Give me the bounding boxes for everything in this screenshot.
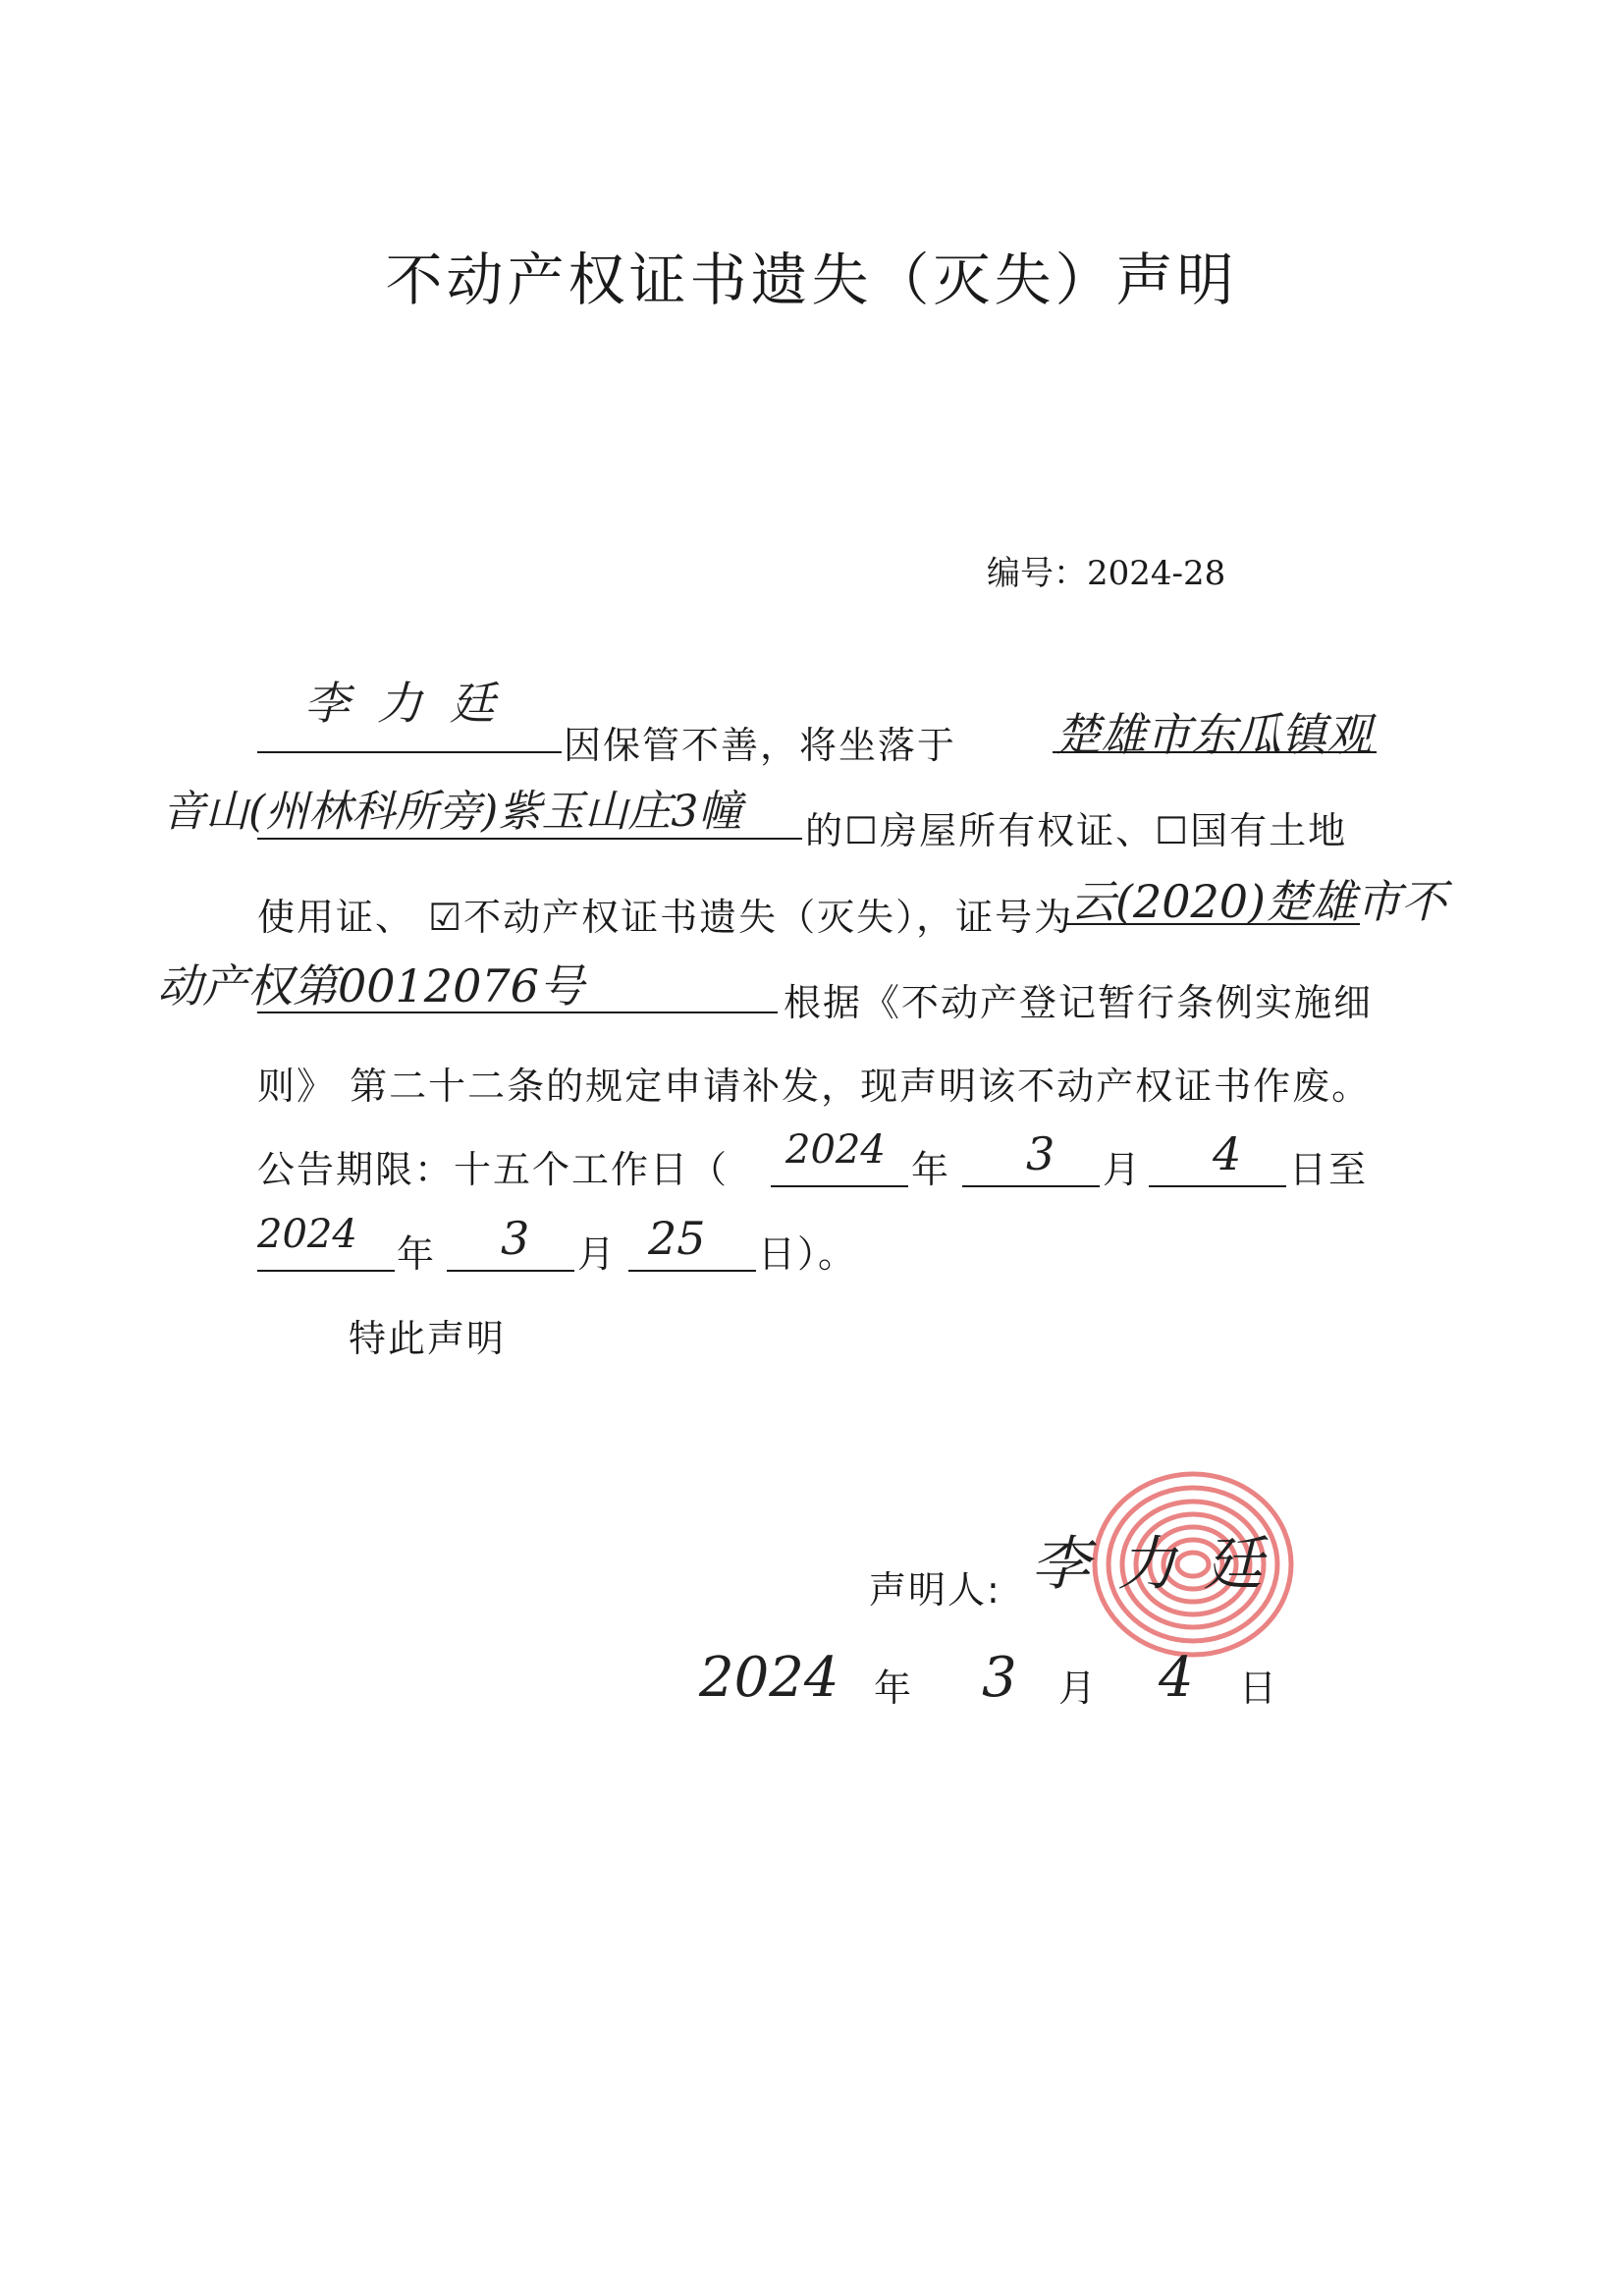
declarant-label: 声明人: <box>869 1568 1001 1612</box>
sign-month-handwritten: 3 <box>982 1646 1017 1710</box>
cert-no-handwritten-1: 云(2020)楚雄市不 <box>1070 875 1446 928</box>
owner-name-handwritten: 李力廷 <box>304 677 522 730</box>
cert-no-handwritten-2: 动产权第0012076号 <box>157 959 584 1012</box>
cert-no-underline-1 <box>1065 923 1360 925</box>
end-day-underline <box>628 1270 756 1272</box>
end-year-underline <box>257 1270 395 1272</box>
end-day-handwritten: 25 <box>648 1212 706 1265</box>
end-month-label: 月 <box>577 1232 618 1276</box>
start-year-label: 年 <box>911 1148 951 1191</box>
end-year-label: 年 <box>397 1232 437 1276</box>
start-day-label: 日至 <box>1289 1148 1369 1191</box>
start-year-handwritten: 2024 <box>785 1127 886 1173</box>
sign-day-label: 日 <box>1239 1667 1279 1710</box>
paragraph-line-5: 则》 第二十二条的规定申请补发，现声明该不动产权证书作废。 <box>257 1065 1372 1108</box>
owner-name-underline <box>257 751 562 753</box>
closing-text: 特此声明 <box>349 1317 507 1360</box>
serial-number <box>987 546 1225 594</box>
start-day-handwritten: 4 <box>1213 1127 1242 1180</box>
notice-period-label: 公告期限：十五个工作日（ <box>257 1148 730 1191</box>
start-month-underline <box>962 1185 1100 1187</box>
start-year-underline <box>771 1185 908 1187</box>
sign-year-label: 年 <box>874 1667 914 1710</box>
paragraph-line-2: 的☐房屋所有权证、☐国有土地 <box>805 809 1348 852</box>
sign-month-label: 月 <box>1058 1667 1099 1710</box>
paragraph-line-1: 因保管不善，将坐落于 <box>564 724 957 767</box>
serial-value: 2024-28 <box>1087 554 1226 593</box>
serial-label: 编号： <box>987 554 1087 593</box>
paragraph-line-3: 使用证、 ☑不动产权证书遗失（灭失），证号为 <box>257 896 1074 939</box>
end-month-handwritten: 3 <box>501 1212 530 1265</box>
sign-year-handwritten: 2024 <box>699 1646 839 1710</box>
cert-no-underline-2 <box>257 1011 778 1013</box>
start-month-handwritten: 3 <box>1026 1127 1055 1180</box>
declarant-signature: 李力廷 <box>1031 1530 1290 1599</box>
end-year-handwritten: 2024 <box>257 1212 357 1257</box>
location-handwritten-2: 音山(州林科所旁)紫玉山庄3幢 <box>162 787 742 837</box>
start-day-underline <box>1149 1185 1286 1187</box>
sign-day-handwritten: 4 <box>1159 1646 1194 1710</box>
document-title: 不动产权证书遗失（灭失）声明 <box>385 246 1238 313</box>
location-handwritten-1: 楚雄市东瓜镇观 <box>1055 708 1372 761</box>
end-day-label: 日）。 <box>758 1232 858 1276</box>
location-underline-2 <box>257 838 802 840</box>
paragraph-line-4: 根据《不动产登记暂行条例实施细 <box>784 981 1374 1024</box>
location-underline-1 <box>1053 751 1377 753</box>
start-month-label: 月 <box>1103 1148 1143 1191</box>
end-month-underline <box>447 1270 574 1272</box>
